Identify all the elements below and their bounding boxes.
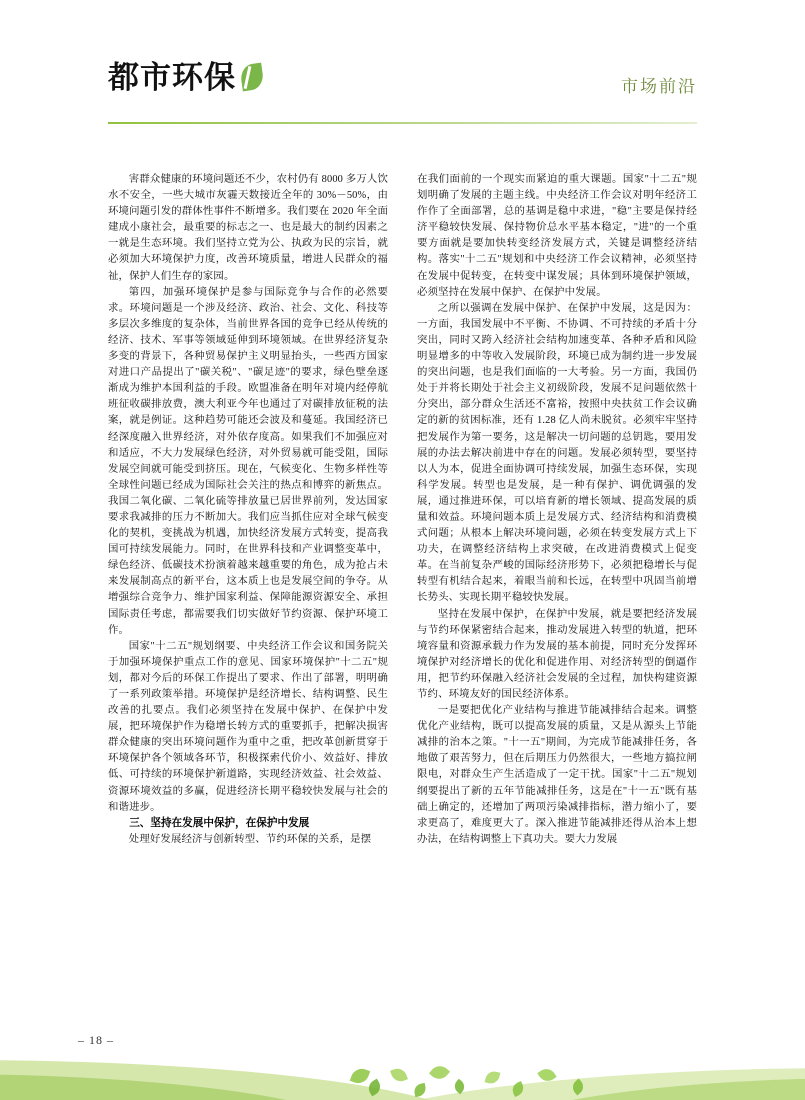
page-number: – 18 – — [78, 1033, 114, 1047]
leaf-icon — [429, 1062, 450, 1083]
paragraph: 处理好发展经济与创新转型、节约环保的关系，是摆 — [128, 833, 372, 845]
paragraph: 害群众健康的环境问题还不少，农村仍有 8000 多万人饮水不安全，一些大城市灰霾天数接近全年的 30%－50%，由环境问题引发的群体性事件不断增多。我们要在 2020 年全面建成小康社会，最重要的标志之一、也是最大的制约因素之一就是生态环境。我们坚持立党为公、执政为民的宗旨，就必须加大环境保护力度，改善环境质量，增进人民群众的福祉，保护人们生存的家园。 — [108, 174, 388, 282]
leaf-icon — [413, 1083, 427, 1097]
right-column — [417, 172, 697, 848]
masthead — [108, 62, 265, 94]
paragraph: 之所以强调在发展中保护、在保护中发展，这是因为：一方面，我国发展中不平衡、不协调、不可持续的矛盾十分突出，同时又跨入经济社会结构加速变革、各种矛盾和风险明显增多的中等收入发展阶段，环境已成为制约进一步发展的突出问题，也是我们面临的一大考验。另一方面，我国仍处于并将长期处于社会主义初级阶段，发展不足问题依然十分突出，部分群众生活还不富裕，按照中央扶贫工作会议确定的新的贫困标准，还有 1.28 亿人尚未脱贫。必须牢牢坚持把发展作为第一要务，这是解决一切问题的总钥匙，要用发展的办法去解决前进中存在的问题。发展必须转型，要坚持以人为本，促进全面协调可持续发展，加强生态环保，实现科学发展。转型也是发展，是一种有保护、调优调强的发展，通过推进环保，可以培育新的增长领域、提高发展的质量和效益。环境问题本质上是发展方式、经济结构和消费模式问题；从根本上解决环境问题，必须在转变发展方式上下功夫，在调整经济结构上求突破，在改进消费模式上促变革。在当前复杂严峻的国际经济形势下，必须把稳增长与促转型有机结合起来，着眼当前和长远，在转型中巩固当前增长势头、实现长期平稳较快发展。 — [417, 302, 697, 604]
article-body — [108, 172, 697, 848]
left-column — [108, 172, 388, 848]
paragraph: 坚持在发展中保护，在保护中发展，就是要把经济发展与节约环保紧密结合起来，推动发展进入转型的轨道，把环境容量和资源承载力作为发展的基本前提，同时充分发挥环境保护对经济增长的优化和促进作用、对经济转型的倒逼作用，把节约环保融入经济社会发展的全过程，加快构建资源节约、环境友好的国民经济体系。 — [417, 608, 697, 700]
masthead-title: 都市环保 — [108, 60, 236, 96]
page-header — [0, 0, 805, 140]
section-subheading: 三、坚持在发展中保护，在保护中发展 — [129, 817, 310, 829]
section-label: 市场前沿 — [621, 77, 697, 97]
leaf-icon — [485, 1070, 501, 1086]
paragraph: 国家"十二五"规划纲要、中央经济工作会议和国务院关于加强环境保护重点工作的意见、国家环境保护"十二五"规划，都对今后的环保工作提出了要求、作出了部署，明明确了一系列政策举措。环境保护是经济增长、结构调整、民生改善的扎要点。我们必须坚持在发展中保护、在保护中发展，把环境保护作为稳增长转方式的重要抓手，把解决损害群众健康的突出环境问题作为重中之重，把改革创新贯穿于环境保护各个领域各环节，积极探索代价小、效益好、排放低、可持续的环境保护新道路，实现经济效益、社会效益、资源环境效益的多赢，促进经济长期平稳较快发展与社会的和谐进步。 — [108, 640, 388, 813]
paragraph: 在我们面前的一个现实而紧迫的重大课题。国家"十二五"规划明确了发展的主题主线。中央经济工作会议对明年经济工作作了全面部署，总的基调是稳中求进，"稳"主要是保持经济平稳较快发展、保持物价总水平基本稳定，"进"的一个重要方面就是要加快转变经济发展方式，关键是调整经济结构。落实"十二五"规划和中央经济工作会议精神，必须坚持在发展中促转变，在转变中谋发展；具体到环境保护领域，必须坚持在发展中保护、在保护中发展。 — [417, 174, 697, 298]
footer-decoration — [0, 1056, 805, 1100]
paragraph: 第四，加强环境保护是参与国际竞争与合作的必然要求。环境问题是一个涉及经济、政治、社会、文化、科技等多层次多维度的复杂体，当前世界各国的竞争已经从传统的经济、技术、军事等领域延伸到环境领域。在世界经济复杂多变的背景下，各种贸易保护主义明显抬头，一些西方国家对进口产品提出了"碳关税"、"碳足迹"的要求，绿色壁垒逐渐成为维护本国利益的手段。欧盟准备在明年对境内经停航班征收碳排放费，澳大利亚今年也通过了对碳排放征税的法案，就是例证。这种趋势可能还会波及和蔓延。我国经济已经深度融入世界经济，对外依存度高。如果我们不加强应对和适应，不大力发展绿色经济，对外贸易就可能受阻，国际发展空间就可能受到挤压。现在，气候变化、生物多样性等全球性问题已经成为国际社会关注的热点和博弈的新焦点。我国二氧化碳、二氧化硫等排放量已居世界前列，发达国家要求我减排的压力不断加大。我们应当抓住应对全球气候变化的契机，变挑战为机遇，加快经济发展方式转变，提高我国可持续发展能力。同时，在世界科技和产业调整变革中，绿色经济、低碳技术扮演着越来越重要的角色，成为抢占未来发展制高点的新平台，这本质上也是发展空间的争夺。从增强综合竞争力、维护国家利益、保障能源资源安全、承担国际责任考虑，都需要我们切实做好节约资源、保护环境工作。 — [108, 286, 388, 636]
header-divider — [108, 122, 697, 124]
paragraph: 一是要把优化产业结构与推进节能减排结合起来。调整优化产业结构，既可以提高发展的质量，又是从源头上节能减排的治本之策。"十一五"期间，为完成节能减排任务，各地做了艰苦努力，但在后期压力仍然很大，一些地方搞拉闸限电，对群众生产生活造成了一定干扰。国家"十二五"规划纲要提出了新的五年节能减排任务，这是在"十一五"既有基础上确定的，还增加了两项污染减排指标，潜力缩小了，要求更高了，难度更大了。深入推进节能减排还得从治本上想办法，在结构调整上下真功夫。要大力发展 — [417, 705, 697, 845]
leaf-logo-icon — [239, 62, 265, 94]
leaf-icon — [390, 1066, 408, 1084]
